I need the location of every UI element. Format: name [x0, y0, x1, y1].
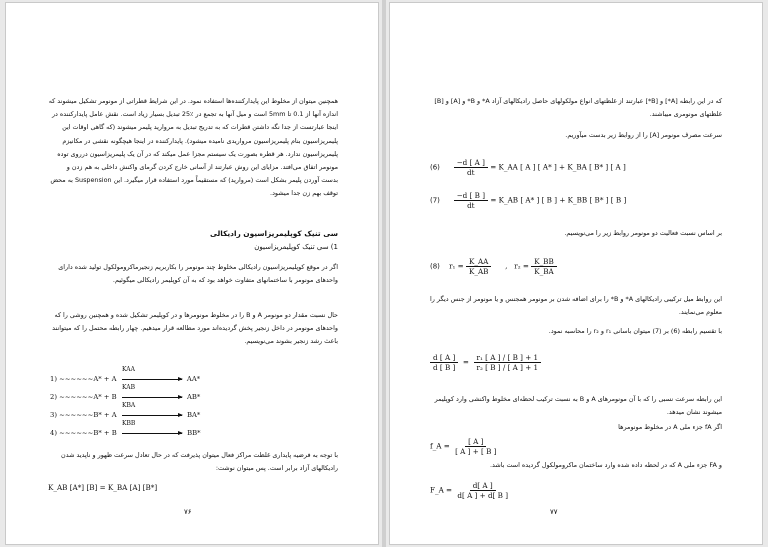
left-paragraph-1: همچنین میتوان از مخلوط این پایدارکننده‌ها استفاده نمود. در این شرایط قطراتی از مونومر تشکیل میشوند که اندازه آنها از 0.1 تا 5mm است و میل آنها به تجمع در ٪25 تبدیل بسیار زیاد است. نقش عامل پایدارکننده در اینجا عبارتست از جدا نگه داشتن قطرات که به تدریج تبدیل به مروارید پلیمر میشوند (که گاهی اوقات این پلیمریزاسیون بنام پلیمریزاسیون مرواریدی نامیده میشود). پایدارکننده در اینجا هیچگونه نقشی در مکانیزم پلیمریزاسیون ندارد. هر قطره بصورت یک سیستم مجزا عمل میکند که در آن یک پلیمریزاسیون درروی توده مونومر اتفاق می‌افتد. مزایای این روش عبارتند از آسانی خارج کردن گرمای واکنش داخلی به هم زدن و بدست آوردن پلیمر بشکل است (مروارید) که مستقیماً مورد استفاده قرار میگیرد. این Suspension به محض توقف بهم زن جدا میشود.: [48, 97, 338, 198]
subsection-heading: 1) سی تنیک کوپلیمریزاسیون: [254, 243, 338, 251]
left-paragraph-2: اگر در موقع کوپلیمریزاسیون رادیکالی مخلوط چند مونومر را بکاربریم زنجیرماکرومولکول تولید شده دارای واحدهای مونومر با ساختمانهای متفاوت خواهد بود که به آن کوپلیمر رادیکالی میگوئیم.: [58, 263, 338, 285]
reaction-4: [50, 420, 201, 437]
fraction: $\frac{\text{r₁ [ A ] / [ B ] + 1}}{\text{r₂ [ B ] / [ A ] + 1}}$: [474, 353, 542, 372]
equation-number: (8): [430, 262, 440, 271]
r2-label: r₂ =: [514, 261, 529, 271]
equation-fA: [430, 437, 499, 456]
equation-6: [430, 158, 626, 177]
equation-lhs: f_A =: [430, 441, 450, 451]
right-line-6: این رابطه سرعت نسبی را که با آن مونومرهای A و B به نسبت ترکیب لحظه‌ای مخلوط واکنشی وارد کوپلیمر میشوند نشان میدهد.: [434, 395, 722, 417]
r1-label: r₁ =: [449, 261, 464, 271]
right-line-3: بر اساس نسبت فعالیت دو مونومر روابط زیر را می‌نویسیم.: [564, 229, 722, 237]
fraction: $\frac{-d [ A ]}{dt}$: [454, 158, 488, 177]
reaction-rhs: BB*: [187, 429, 201, 437]
book-gutter: [382, 0, 386, 547]
reaction-lhs: ~~~~~~B* + A: [59, 411, 117, 419]
reaction-number: 1): [50, 375, 57, 383]
right-line-7: اگر fA جزء ملی A در مخلوط مونومرها: [618, 423, 722, 431]
reaction-2: [50, 384, 201, 401]
left-page: [6, 3, 378, 544]
reaction-lhs: ~~~~~~A* + B: [59, 393, 117, 401]
equation-FA: [430, 481, 511, 500]
reaction-lhs: ~~~~~~B* + B: [59, 429, 117, 437]
equation-8: (8) r₁ = $\frac{K\_AA}{K\_AB}$ , r₂ = $\frac{K\_BB}{K\_BA}$: [430, 257, 557, 276]
reaction-lhs: ~~~~~~A* + A: [59, 375, 117, 383]
reaction-3: [50, 402, 201, 419]
reaction-number: 3): [50, 411, 57, 419]
page-number-left: ۷۶: [184, 508, 192, 516]
reaction-1: [50, 366, 201, 383]
equation-9: $\frac{d [ A ]}{d [ B ]}$ = $\frac{\text{r₁ [ A ] / [ B ] + 1}}{\text{r₂ [ B ] / [ A ] + 1}}$: [430, 353, 541, 372]
equation-7: [430, 191, 626, 210]
reaction-rhs: BA*: [187, 411, 201, 419]
right-line-2: سرعت مصرف مونومر [A] را از روابط زیر بدست میآوریم.: [565, 131, 722, 139]
right-line-1: که در این رابطه [A*] و [B*] عبارتند از غلظتهای انواع مولکولهای حاصل رادیکالهای آزاد A* و B* و [A] و [B] غلظتهای مونومری میباشند.: [434, 97, 722, 119]
right-line-8: و FA جزء ملی A که در لحظه داده شده وارد ساختمان ماکرومولکول گردیده است باشد.: [489, 461, 722, 469]
reaction-rhs: AB*: [187, 393, 201, 401]
reaction-number: 4): [50, 429, 57, 437]
reaction-rhs: AA*: [186, 375, 201, 383]
fraction: $\frac{K\_BB}{K\_BA}$: [531, 257, 557, 276]
equation-number: (7): [430, 196, 440, 205]
left-paragraph-4: با توجه به فرضیه پایداری غلظت مراکز فعال میتوان پذیرفت که در حال تعادل سرعت ظهور و ناپدید شدن رادیکالهای آزاد برابر است. پس میتوان نوشت:: [61, 451, 338, 473]
page-number-right: ۷۷: [550, 508, 558, 516]
arrow-icon: [122, 379, 182, 380]
right-page: [390, 3, 762, 544]
left-paragraph-3: حال نسبت مقدار دو مونومر A و B را در مخلوط مونومرها و در کوپلیمر تشکیل شده و همچنین روشی را که واحدهای مونومر در داخل زنجیر پخش گردیده‌اند مورد مطالعه قرار میدهیم. چهار رابطه محتمل را که میتوانند باعث رشد زنجیر بشوند می‌نویسیم.: [52, 311, 338, 346]
equation-rhs: = K_AA [ A ] [ A* ] + K_BA [ B* ] [ A ]: [490, 162, 626, 172]
equation-number: (6): [430, 163, 440, 172]
fraction: $\frac{K\_AA}{K\_AB}$: [466, 257, 491, 276]
arrow-icon: [122, 415, 182, 416]
arrow-icon: [122, 397, 182, 398]
equation-rhs: = K_AB [ A* ] [ B ] + K_BB [ B* ] [ B ]: [490, 195, 627, 205]
right-line-5: با تقسیم رابطه (6) بر (7) میتوان باسانی r₁ و r₂ را محاسبه نمود.: [548, 327, 722, 335]
rate-constant: KBA: [122, 402, 136, 409]
rate-constant: KBB: [122, 420, 136, 427]
fraction: $\frac{-d [ B ]}{dt}$: [454, 191, 488, 210]
section-heading: سی تنیک کوپلیمریزاسیون رادیکالی: [210, 229, 338, 238]
fraction: $\frac{d[ A ]}{d[ A ] + d[ B ]}$: [457, 481, 509, 500]
right-line-4: این روابط میل ترکیبی رادیکالهای A* و B* را برای اضافه شدن بر مونومر همجنس و یا مونومر از جنس دیگر را معلوم می‌نمایند.: [430, 295, 722, 317]
fraction: $\frac{[ A ]}{[ A ] + [ B ]}$: [455, 437, 497, 456]
equation-lhs: F_A =: [430, 485, 453, 495]
equilibrium-equation: K_AB [A*] [B] = K_BA [A] [B*]: [48, 483, 158, 492]
rate-constant: KAB: [122, 384, 135, 391]
reaction-number: 2): [50, 393, 57, 401]
arrow-icon: [122, 433, 182, 434]
fraction: $\frac{d [ A ]}{d [ B ]}$: [430, 353, 458, 372]
rate-constant: KAA: [122, 366, 135, 373]
